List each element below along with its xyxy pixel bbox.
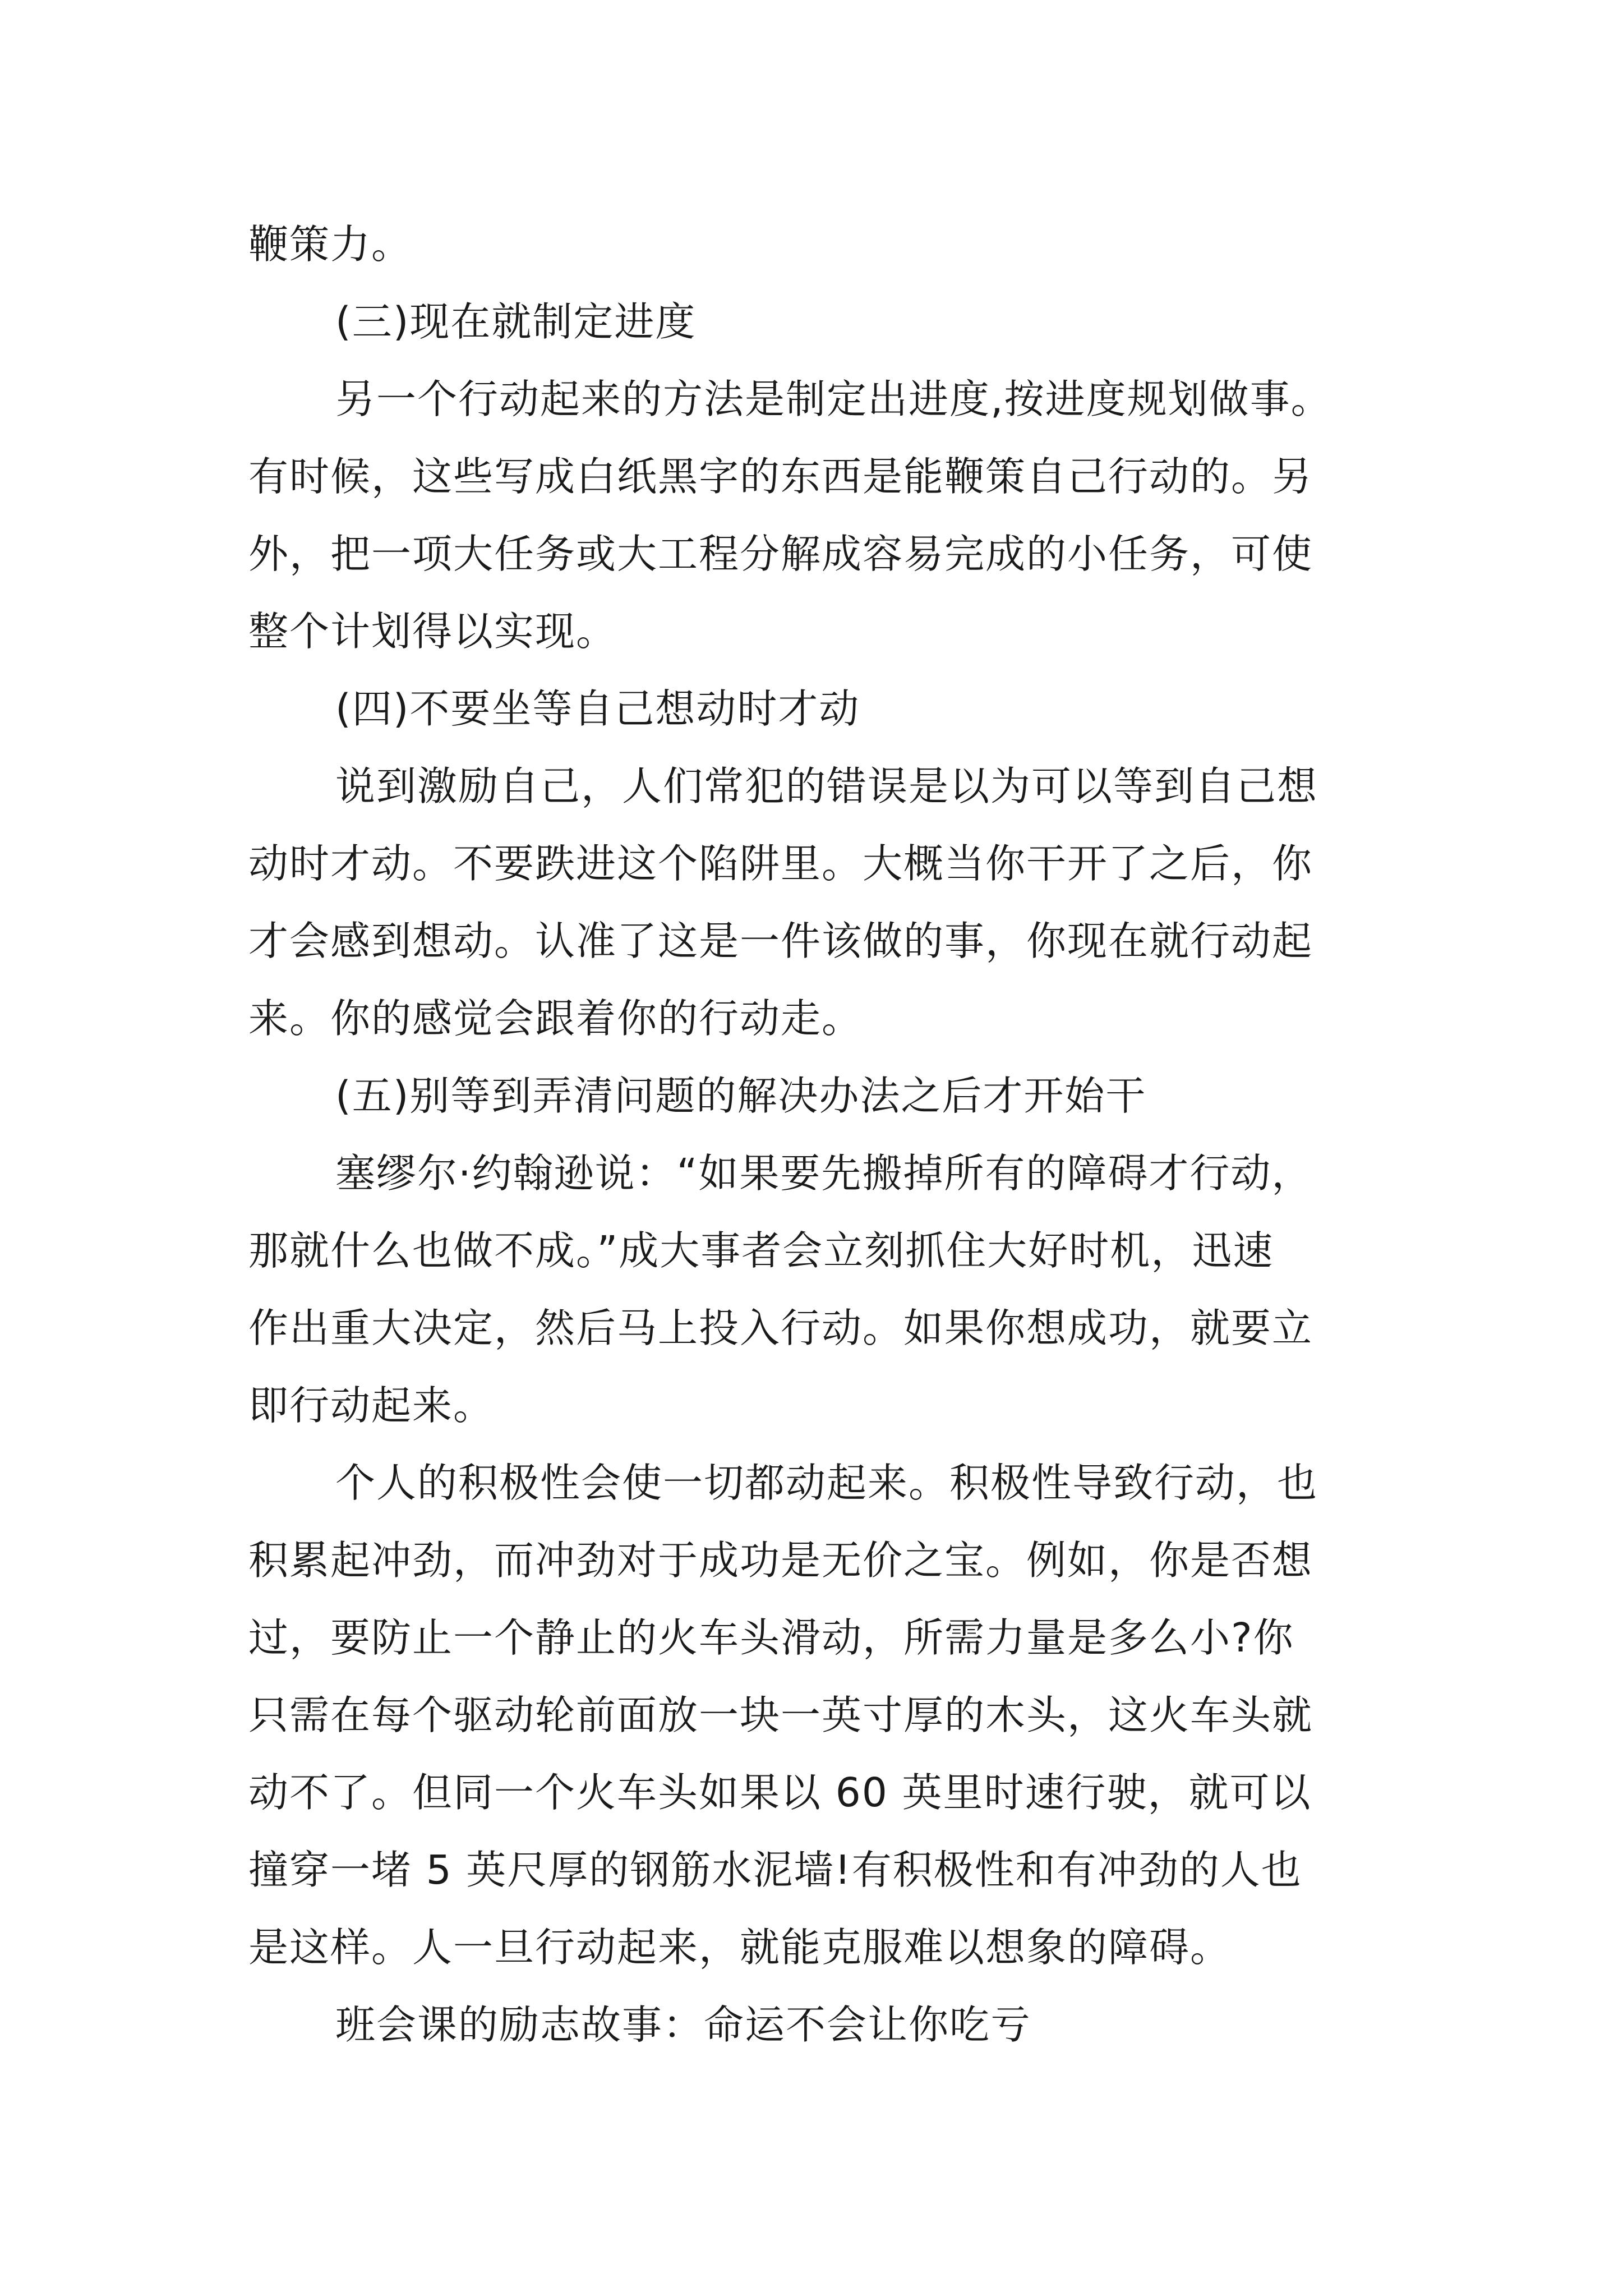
text-line: 外，把一项大任务或大工程分解成容易完成的小任务，可使 <box>248 531 1313 577</box>
text-line: 鞭策力。 <box>248 221 413 268</box>
text-line: 动不了。但同一个火车头如果以 60 英里时速行驶，就可以 <box>248 1769 1312 1816</box>
text-line: 过，要防止一个静止的火车头滑动，所需力量是多么小?你 <box>248 1614 1294 1661</box>
text-line: 有时候，这些写成白纸黑字的东西是能鞭策自己行动的。另 <box>248 453 1313 500</box>
text-line: 另一个行动起来的方法是制定出进度,按进度规划做事。 <box>335 376 1332 422</box>
text-line: 那就什么也做不成。”成大事者会立刻抓住大好时机，迅速 <box>248 1227 1274 1274</box>
text-line: 作出重大决定，然后马上投入行动。如果你想成功，就要立 <box>248 1305 1313 1351</box>
text-line: 来。你的感觉会跟着你的行动走。 <box>248 995 863 1042</box>
text-line: 只需在每个驱动轮前面放一块一英寸厚的木头，这火车头就 <box>248 1692 1313 1738</box>
section-heading: (五)别等到弄清问题的解决办法之后才开始干 <box>335 1073 1147 1119</box>
text-line: 积累起冲劲，而冲劲对于成功是无价之宝。例如，你是否想 <box>248 1537 1313 1584</box>
text-line: 是这样。人一旦行动起来，就能克服难以想象的障碍。 <box>248 1924 1232 1971</box>
text-line: 才会感到想动。认准了这是一件该做的事，你现在就行动起 <box>248 918 1313 964</box>
section-heading: (四)不要坐等自己想动时才动 <box>335 685 860 732</box>
section-heading: (三)现在就制定进度 <box>335 298 697 345</box>
text-line: 撞穿一堵 5 英尺厚的钢筋水泥墙!有积极性和有冲劲的人也 <box>248 1847 1302 1893</box>
text-line: 动时才动。不要跌进这个陷阱里。大概当你干开了之后，你 <box>248 840 1313 887</box>
text-line: 塞缪尔·约翰逊说：“如果要先搬掉所有的障碍才行动， <box>335 1150 1313 1197</box>
text-line: 整个计划得以实现。 <box>248 608 617 655</box>
text-line: 说到激励自己，人们常犯的错误是以为可以等到自己想 <box>335 763 1318 809</box>
text-line: 个人的积极性会使一切都动起来。积极性导致行动，也 <box>335 1460 1318 1506</box>
story-title: 班会课的励志故事：命运不会让你吃亏 <box>335 2001 1032 2048</box>
text-line: 即行动起来。 <box>248 1382 495 1429</box>
